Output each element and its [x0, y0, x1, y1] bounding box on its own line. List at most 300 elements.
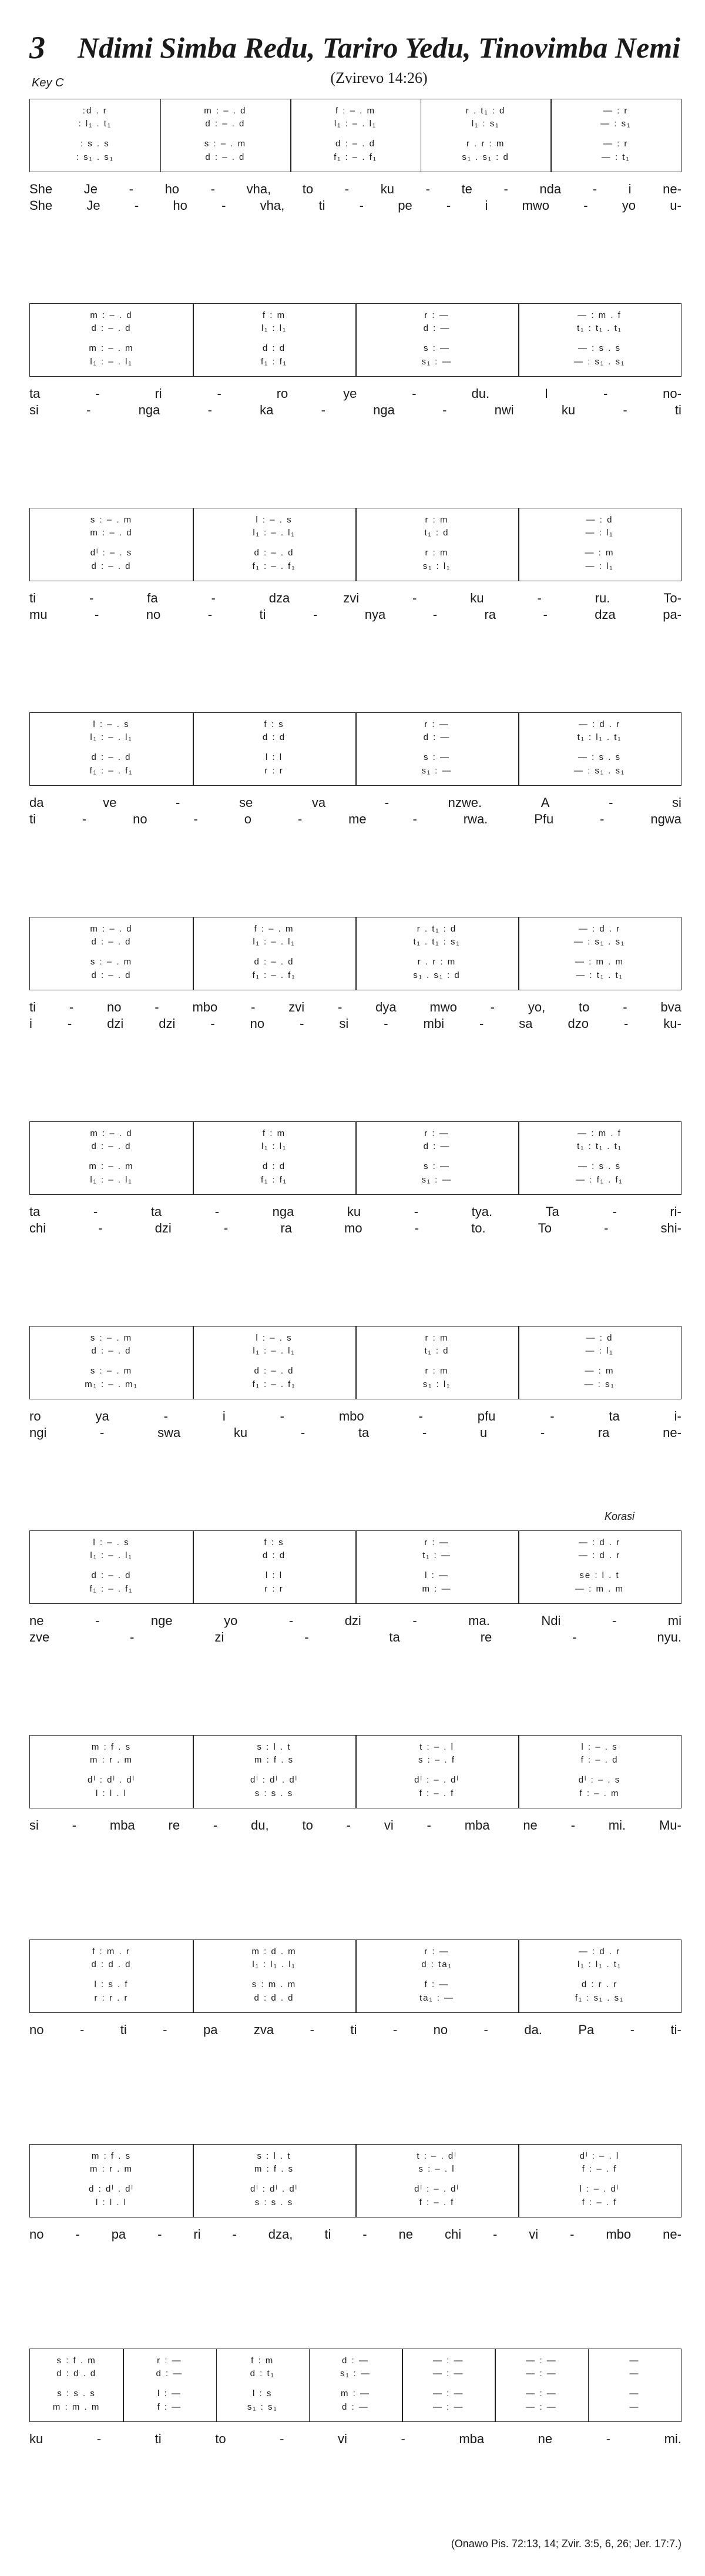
lyrics-block: [29, 1604, 682, 1645]
lyric-syllable: zve: [29, 1630, 50, 1644]
lyric-syllable: zvi: [343, 591, 360, 605]
lyric-syllable: -: [79, 2022, 85, 2037]
lyric-syllable: nga: [272, 1204, 294, 1219]
measure-notes: f₁ : f₁: [261, 1175, 287, 1185]
lyric-syllable: va: [311, 795, 326, 810]
lyric-syllable: ri: [193, 2227, 201, 2242]
measure-notes: : l₁ . t₁: [78, 119, 112, 129]
measure-notes: s : l . t: [257, 1742, 291, 1752]
measure-notes: —: [629, 2369, 640, 2379]
lyric-syllable: ti: [324, 2227, 331, 2242]
lyric-syllable: -: [214, 1204, 220, 1219]
measure-notes: dˡ : dˡ . dˡ: [87, 1775, 136, 1785]
measure-notes: r : —: [424, 310, 449, 320]
lyric-syllable: ra: [280, 1221, 292, 1235]
measure-notes: — : d: [586, 1333, 613, 1343]
lyric-syllable: -: [359, 198, 364, 213]
lyric-syllable: u-: [670, 198, 682, 213]
measure-notes: s₁ : —: [421, 357, 452, 367]
lyric-syllable: mi.: [664, 2431, 682, 2446]
voice-part-row: [30, 1536, 681, 1550]
lyric-syllable: nge: [150, 1613, 173, 1628]
lyric-line: [29, 1630, 682, 1645]
measure-notes: t₁ : l₁ . t₁: [577, 732, 622, 742]
measure-notes: l : – . s: [256, 515, 293, 525]
measure-notes: dˡ : – . dˡ: [414, 1775, 459, 1785]
lyric-syllable: pfu: [477, 1409, 496, 1423]
measure-notes: l₁ : – . l₁: [90, 1550, 133, 1560]
lyric-syllable: dza: [268, 591, 290, 605]
lyric-syllable: -: [300, 1016, 304, 1031]
lyric-syllable: -: [543, 607, 548, 622]
measure-notes: dˡ : – . l: [579, 2151, 620, 2161]
lyric-syllable: -: [163, 2022, 167, 2037]
measure-notes: — : l₁: [585, 561, 614, 571]
lyric-syllable: dza,: [268, 2227, 293, 2242]
measure-notes: f : s: [264, 719, 284, 729]
measure-notes: — : s₁: [584, 1379, 615, 1389]
lyric-syllable: da: [29, 795, 44, 810]
measure-notes: — : s . s: [578, 343, 621, 353]
lyric-syllable: ta: [389, 1630, 400, 1644]
measure-notes: r : —: [424, 1128, 449, 1138]
lyric-syllable: Je: [83, 182, 98, 196]
lyric-line: [29, 1000, 682, 1015]
measure-notes: l : —: [157, 2389, 182, 2399]
lyric-syllable: ro: [276, 386, 288, 401]
lyrics-block: [29, 377, 682, 418]
measure-notes: —: [629, 2356, 640, 2366]
lyric-syllable: to: [215, 2431, 226, 2446]
lyric-syllable: i: [29, 1016, 32, 1031]
music-system: [29, 712, 682, 827]
measure-notes: — : s . s: [578, 752, 621, 762]
scripture-reference: (Zvirevo 14:26): [330, 69, 428, 86]
measure-notes: s : – . f: [418, 1755, 455, 1765]
lyric-syllable: -: [427, 1818, 431, 1833]
lyric-syllable: -: [96, 2431, 102, 2446]
lyric-syllable: ti: [29, 812, 36, 826]
measure-notes: l₁ : l₁ . l₁: [252, 1959, 296, 1969]
lyric-syllable: -: [432, 607, 438, 622]
lyric-line: [29, 607, 682, 622]
lyric-syllable: -: [210, 1016, 215, 1031]
measure-notes: — : m . m: [575, 957, 624, 967]
measure-notes: — : d . r: [578, 1550, 621, 1560]
measure-notes: : s₁ . s₁: [76, 152, 114, 162]
lyric-syllable: dya: [375, 1000, 397, 1014]
lyric-syllable: -: [210, 182, 215, 196]
lyric-syllable: ne-: [663, 2227, 682, 2242]
measure-notes: m : – . d: [90, 924, 133, 934]
lyric-syllable: ti: [674, 403, 682, 417]
lyric-syllable: -: [157, 2227, 162, 2242]
lyric-syllable: -: [288, 1613, 294, 1628]
measure-notes: s₁ : —: [421, 1175, 452, 1185]
lyric-line: [29, 2022, 682, 2038]
voice-part-row: [30, 1364, 681, 1378]
lyrics-block: [29, 2422, 682, 2463]
lyric-syllable: -: [412, 591, 417, 605]
voice-part-row: [30, 321, 681, 336]
lyric-syllable: -: [623, 403, 627, 417]
lyric-syllable: -: [221, 198, 226, 213]
lyric-syllable: A: [540, 795, 550, 810]
lyric-syllable: -: [344, 182, 350, 196]
lyric-syllable: ne: [29, 1613, 44, 1628]
lyric-syllable: re: [480, 1630, 492, 1644]
lyric-syllable: i: [222, 1409, 226, 1423]
lyric-syllable: mu: [29, 607, 48, 622]
lyric-syllable: -: [550, 1409, 555, 1423]
lyric-syllable: ra: [597, 1425, 610, 1440]
measure-notes: t : – . l: [419, 1742, 454, 1752]
measure-notes: r : m: [425, 548, 449, 558]
lyric-syllable: ka: [260, 403, 274, 417]
lyric-syllable: nzwe.: [448, 795, 482, 810]
lyric-syllable: -: [418, 1409, 423, 1423]
measure-notes: f : m: [262, 310, 286, 320]
measure-notes: r : —: [424, 719, 449, 729]
lyric-syllable: -: [384, 795, 390, 810]
lyric-syllable: -: [304, 1630, 309, 1644]
measure-notes: s : – . m: [204, 139, 247, 149]
measure-notes: s : s . s: [254, 2198, 294, 2207]
lyric-syllable: -: [297, 812, 303, 826]
lyric-syllable: -: [98, 1221, 103, 1235]
measure-notes: ta₁ : —: [419, 1993, 455, 2003]
lyric-syllable: -: [425, 182, 430, 196]
measure-notes: f : m: [251, 2356, 274, 2366]
measure-notes: s₁ : s₁: [247, 2402, 278, 2412]
lyric-syllable: -: [130, 1630, 135, 1644]
notation-staff: [29, 2349, 682, 2422]
measure-notes: r : m: [425, 1333, 449, 1343]
measure-notes: r : —: [424, 1947, 449, 1957]
measure-notes: d : – . d: [91, 970, 132, 980]
hymn-number: 3: [29, 30, 45, 65]
measure-notes: s : – . m: [90, 1366, 133, 1376]
measure-notes: d : – . d: [91, 1141, 132, 1151]
lyric-syllable: vha,: [260, 198, 285, 213]
lyric-syllable: rwa.: [463, 812, 488, 826]
measure-notes: — : —: [433, 2356, 464, 2366]
voice-part-row: [30, 1945, 681, 1959]
lyric-syllable: -: [540, 1425, 545, 1440]
lyric-syllable: -: [69, 1000, 74, 1014]
voice-part-row: [30, 1331, 681, 1345]
lyric-syllable: zi: [214, 1630, 224, 1644]
lyric-syllable: zva: [253, 2022, 274, 2037]
measure-notes: f : —: [157, 2402, 182, 2412]
measure-notes: f₁ : – . f₁: [252, 1379, 296, 1389]
measure-notes: f : – . m: [579, 1788, 620, 1798]
measure-notes: — : —: [526, 2369, 557, 2379]
measure-notes: d : – . d: [91, 1570, 132, 1580]
lyric-syllable: ngwa: [650, 812, 682, 826]
measure-notes: s : – . m: [90, 1333, 133, 1343]
lyric-syllable: nga: [138, 403, 160, 417]
lyric-line: [29, 591, 682, 606]
measure-notes: l : – . s: [581, 1742, 618, 1752]
measure-notes: f₁ : s₁ . s₁: [575, 1993, 625, 2003]
measure-notes: l₁ : – . l₁: [253, 1346, 296, 1356]
measure-notes: f₁ : – . f₁: [334, 152, 377, 162]
lyric-syllable: si: [672, 795, 682, 810]
measure-notes: d : ta₁: [421, 1959, 452, 1969]
measure-notes: m : – . d: [90, 528, 133, 538]
measure-notes: — : d: [586, 515, 613, 525]
measure-notes: s : s . s: [254, 1788, 294, 1798]
voice-part-row: [30, 341, 681, 356]
measure-notes: s : – . m: [90, 515, 133, 525]
measure-notes: d : r . r: [581, 1979, 618, 1989]
voice-part-row: [30, 546, 681, 560]
measure-notes: d : d . d: [56, 2369, 97, 2379]
measure-notes: — : m . f: [578, 1128, 622, 1138]
lyric-syllable: -: [412, 1613, 417, 1628]
measure-notes: l₁ : – . l₁: [334, 119, 377, 129]
measure-notes: d : —: [423, 732, 451, 742]
hymn-header: [29, 24, 682, 88]
lyric-syllable: chi: [29, 1221, 46, 1235]
measure-notes: d : – . d: [91, 1346, 132, 1356]
lyric-syllable: i: [628, 182, 632, 196]
measure-notes: — : m: [585, 548, 615, 558]
lyric-syllable: ne-: [663, 1425, 682, 1440]
measure-notes: r . r : m: [417, 957, 456, 967]
lyrics-block: [29, 990, 682, 1031]
measure-notes: r . r : m: [466, 139, 505, 149]
lyric-line: [29, 182, 682, 197]
lyric-syllable: no-: [663, 386, 682, 401]
measure-notes: r : —: [424, 1537, 449, 1547]
measure-notes: r : r: [264, 1584, 284, 1594]
lyrics-block: [29, 1195, 682, 1236]
lyric-line: [29, 795, 682, 810]
lyric-syllable: to: [302, 1818, 313, 1833]
lyric-syllable: mi: [667, 1613, 682, 1628]
lyric-syllable: no: [133, 812, 147, 826]
lyric-syllable: -: [175, 795, 180, 810]
voice-part-row: [30, 1753, 681, 1767]
measure-notes: d : —: [342, 2356, 369, 2366]
lyric-syllable: -: [604, 1221, 609, 1235]
measure-notes: d : —: [423, 323, 451, 333]
lyric-syllable: ti: [259, 607, 266, 622]
measure-notes: l : – . s: [93, 719, 130, 729]
lyric-syllable: ta: [29, 1204, 41, 1219]
lyric-syllable: Mu-: [659, 1818, 682, 1833]
lyric-syllable: -: [612, 1204, 617, 1219]
measure-notes: f₁ : – . f₁: [89, 766, 133, 776]
lyric-syllable: vi: [338, 2431, 347, 2446]
lyric-line: [29, 2431, 682, 2447]
lyric-syllable: dzi: [155, 1221, 172, 1235]
lyric-line: [29, 1613, 682, 1629]
measure-notes: d : d: [262, 343, 286, 353]
measure-notes: s₁ : —: [421, 766, 452, 776]
measure-notes: m : – . d: [90, 1128, 133, 1138]
lyric-syllable: bva: [660, 1000, 682, 1014]
measure-notes: m : r . m: [90, 2164, 133, 2174]
lyric-syllable: ta: [609, 1409, 620, 1423]
measure-notes: r . t₁ : d: [417, 924, 457, 934]
measure-notes: d : – . d: [335, 139, 375, 149]
measure-notes: m : —: [422, 1584, 452, 1594]
notation-staff: [29, 1326, 682, 1399]
measure-notes: — : d . r: [578, 719, 621, 729]
lyric-syllable: -: [95, 1613, 100, 1628]
notation-staff: [29, 2144, 682, 2217]
lyric-syllable: ku: [380, 182, 394, 196]
lyric-syllable: ho: [164, 182, 180, 196]
music-system: [29, 303, 682, 418]
lyric-syllable: ra: [484, 607, 496, 622]
lyric-syllable: -: [493, 2227, 498, 2242]
lyric-syllable: ye: [343, 386, 357, 401]
lyric-syllable: ti: [120, 2022, 127, 2037]
measure-notes: m : m . m: [52, 2402, 100, 2412]
lyric-syllable: -: [75, 2227, 80, 2242]
lyric-syllable: tya.: [471, 1204, 493, 1219]
measure-notes: — : —: [433, 2369, 464, 2379]
lyric-syllable: ti: [155, 2431, 162, 2446]
lyric-syllable: -: [422, 1425, 427, 1440]
chorus-label: Korasi: [604, 1510, 634, 1522]
lyric-syllable: -: [95, 607, 99, 622]
lyric-syllable: -: [412, 812, 417, 826]
lyric-syllable: ti: [318, 198, 325, 213]
measure-notes: — : d . r: [578, 1537, 621, 1547]
lyric-syllable: -: [484, 2022, 488, 2037]
lyric-line: [29, 1425, 682, 1441]
lyric-syllable: -: [612, 1613, 617, 1628]
measure-notes: dˡ : – . s: [90, 548, 133, 558]
measure-notes: s₁ . s₁ : d: [462, 152, 509, 162]
lyric-syllable: -: [570, 2227, 575, 2242]
measure-notes: — : d . r: [578, 924, 621, 934]
lyric-syllable: ku: [561, 403, 576, 417]
measure-notes: d : – . d: [91, 561, 132, 571]
measure-notes: l₁ : l₁: [261, 323, 287, 333]
lyric-syllable: ru.: [595, 591, 610, 605]
lyric-syllable: se: [239, 795, 253, 810]
measure-notes: m : – . m: [89, 1161, 134, 1171]
measure-notes: t₁ : t₁ . t₁: [577, 1141, 622, 1151]
lyric-syllable: ta: [29, 386, 41, 401]
voice-part-row: [30, 117, 681, 131]
voice-part-row: [30, 2196, 681, 2210]
lyrics-block: [29, 2013, 682, 2054]
music-system: [29, 1510, 682, 1645]
measure-notes: l₁ : – . l₁: [253, 937, 296, 947]
lyric-syllable: ya: [95, 1409, 109, 1423]
lyric-syllable: mba: [109, 1818, 135, 1833]
measure-notes: r : —: [157, 2356, 182, 2366]
measure-notes: l : l: [265, 1570, 283, 1580]
lyric-syllable: ne: [523, 1818, 538, 1833]
lyric-syllable: -: [82, 812, 87, 826]
lyric-syllable: -: [592, 182, 597, 196]
voice-part-row: [30, 1378, 681, 1392]
measure-notes: d : t₁: [250, 2369, 275, 2379]
lyric-syllable: -: [606, 2431, 611, 2446]
measure-notes: m : r . m: [90, 1755, 133, 1765]
voice-part-row: [30, 1978, 681, 1992]
lyric-line: [29, 386, 682, 401]
measure-notes: f₁ : f₁: [261, 357, 287, 367]
measure-notes: s₁ : l₁: [422, 561, 451, 571]
lyric-syllable: -: [217, 386, 221, 401]
lyrics-block: [29, 1399, 682, 1441]
measure-notes: d : d . d: [254, 1993, 294, 2003]
lyric-syllable: ta: [358, 1425, 370, 1440]
measure-notes: — : —: [526, 2356, 557, 2366]
measure-notes: l : l . l: [95, 2198, 127, 2207]
lyric-syllable: du.: [471, 386, 490, 401]
lyric-syllable: -: [67, 1016, 72, 1031]
measure-notes: s : —: [423, 752, 450, 762]
lyric-syllable: nwi: [494, 403, 514, 417]
measure-notes: t₁ : t₁ . t₁: [577, 323, 622, 333]
lyric-syllable: no: [29, 2022, 44, 2037]
lyric-syllable: -: [310, 2022, 314, 2037]
lyric-syllable: -: [630, 2022, 635, 2037]
lyric-syllable: -: [89, 591, 94, 605]
voice-part-row: [30, 1549, 681, 1563]
measure-notes: f₁ : – . f₁: [252, 561, 296, 571]
lyric-syllable: mwo: [429, 1000, 457, 1014]
voice-part-row: [30, 2400, 681, 2414]
measure-notes: — : s₁ . s₁: [573, 937, 626, 947]
lyric-syllable: mo: [344, 1221, 362, 1235]
measure-notes: s : f . m: [56, 2356, 96, 2366]
lyric-syllable: si: [29, 403, 39, 417]
lyric-syllable: -: [232, 2227, 237, 2242]
measure-notes: r : m: [425, 1366, 449, 1376]
measure-notes: s : m . m: [251, 1979, 297, 1989]
measure-notes: m : – . d: [204, 106, 247, 116]
lyric-syllable: To: [538, 1221, 552, 1235]
notation-staff: [29, 1530, 682, 1604]
lyric-syllable: ku: [347, 1204, 361, 1219]
lyric-syllable: si: [339, 1016, 349, 1031]
lyric-syllable: -: [86, 403, 91, 417]
voice-part-row: [30, 2149, 681, 2163]
measure-notes: f : – . f: [419, 1788, 455, 1798]
key-signature: Key C: [32, 76, 64, 89]
lyric-syllable: -: [414, 1204, 419, 1219]
voice-part-row: [30, 1127, 681, 1141]
lyric-line: [29, 1221, 682, 1236]
measure-notes: d : – . d: [91, 752, 132, 762]
measure-notes: dˡ : – . dˡ: [414, 2184, 459, 2194]
measure-notes: t₁ : d: [424, 1346, 449, 1356]
lyric-syllable: mba: [459, 2431, 485, 2446]
lyric-syllable: -: [346, 1818, 351, 1833]
lyric-syllable: fa: [147, 591, 158, 605]
measure-notes: — : t₁: [601, 152, 630, 162]
lyric-syllable: yo,: [528, 1000, 546, 1014]
lyric-syllable: mbo: [338, 1409, 364, 1423]
measure-notes: l : – . s: [93, 1537, 130, 1547]
measure-notes: se : l . t: [579, 1570, 620, 1580]
music-system: [29, 917, 682, 1031]
lyric-syllable: mbo: [606, 2227, 632, 2242]
notation-staff: [29, 712, 682, 786]
lyric-syllable: -: [313, 607, 318, 622]
